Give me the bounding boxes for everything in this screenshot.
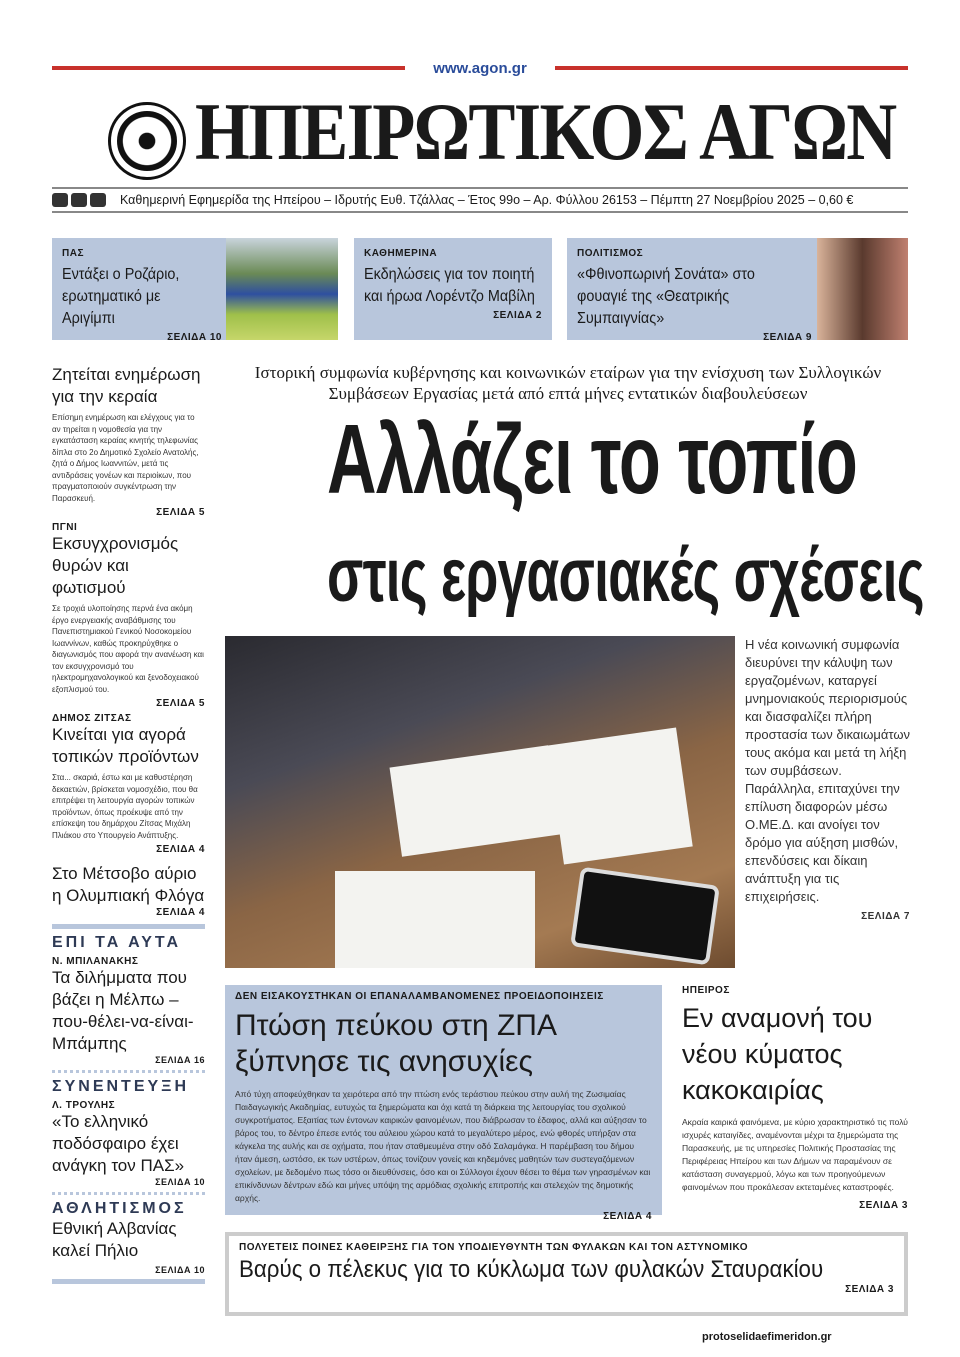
section-divider (52, 924, 205, 929)
article-page: ΣΕΛΙΔΑ 5 (156, 507, 205, 518)
lead-photo-signing-documents (225, 636, 735, 968)
article-kicker: ΠΟΛΥΕΤΕΙΣ ΠΟΙΝΕΣ ΚΑΘΕΙΡΞΗΣ ΓΙΑ ΤΟΝ ΥΠΟΔΙΕΥΘΥΝΤΗ ΤΩΝ ΦΥΛΑΚΩΝ ΚΑΙ ΤΟΝ ΑΣΤΥΝΟΜΙΚΟ (239, 1242, 749, 1253)
article-page: ΣΕΛΙΔΑ 4 (156, 844, 205, 855)
article-kicker: ΔΗΜΟΣ ΖΙΤΣΑΣ (52, 713, 132, 724)
article-page: ΣΕΛΙΔΑ 3 (859, 1200, 908, 1211)
lead-headline-line2[interactable]: στις εργασιακές σχέσεις (327, 533, 924, 618)
section-synenteyxi[interactable] (52, 1078, 205, 1187)
teaser-page: ΣΕΛΙΔΑ 2 (493, 310, 542, 321)
article-body: Επίσημη ενημέρωση και ελέγχους για το αν τηρείται η νομοθεσία για την εγκατάσταση κεραίας κινητής τηλεφωνίας δίπλα στο 2ο Δημοτικό Σχολείο Ανατολής, ζητά ο Δήμος Ιωαννιτών, μετά τις αντιδράσεις γονέων και περιοίκων, που πραγματοποιούν συγκέντρωση την Παρασκευή. (52, 413, 199, 503)
newspaper-seal-logo (108, 102, 186, 180)
section-headline: Τα διλήμματα που βάζει η Μέλπω –που-θέλει-να-είναι- Μπάμπης (52, 968, 194, 1053)
newspaper-title: ΗΠΕΙΡΩΤΙΚΟΣ ΑΓΩΝ (195, 86, 896, 177)
prison-article[interactable] (225, 1232, 908, 1316)
article-body: Σε τροχιά υλοποίησης περνά ένα ακόμη έργο ενεργειακής αναβάθμισης του Πανεπιστημιακού Γενικού Νοσοκομείου Ιωαννίνων, καθώς προκηρύχθηκε ο διαγωνισμός που αφορά την ανανέωση και τον εκσυγχρονισμό του ηλεκτρομηχανολογικού και ξενοδοχειακού εξοπλισμού του. (52, 604, 204, 694)
lead-article[interactable] (745, 636, 910, 926)
weather-article[interactable] (682, 985, 908, 1211)
teaser-kicker: ΠΟΛΙΤΙΣΜΟΣ (577, 248, 644, 259)
article-body: Από τύχη αποφεύχθηκαν τα χειρότερα από την πτώση ενός τεράστιου πεύκου στην αυλή της Ζωσιμαίας Παιδαγωγικής Ακαδημίας, ευτυχώς τα ξημερώματα και όχι κατά τη διάρκεια της λειτουργίας του σχολικού συγκροτήματος. Εξαιτίας των έντονων καιρικών φαινομένων, που διάβρωσαν το έδαφος, αλλά και αύξησαν το βάρος του, το δέντρο έπεσε εντός του αύλειου χώρου κατά το μεγαλύτερο μέρος, ενώ φθορές υπήρξαν στα κάγκελα της αυλής και σε οχήματα, που ήταν σταθμευμένα στην οδό Σαλαμάγκα. Η παρέμβαση του δήμου ήταν άμεση, ωστόσο, εκ των υστέρων, όπως τονίζουν γονείς και κηδεμόνες μαθητών των συστεγαζόμενων σχολείων, με δεδομένο πως τόσο οι διευθύνσεις, όσο και οι Σύλλογοι έχουν θέσει το θέμα των γηρασμένων και επικίνδυνων δέντρων εδώ και μήνες υπόψη της αρμόδιας σχολικής επιτροπής και στελεχών της δημοτικής αρχής. (235, 1089, 651, 1203)
lead-kicker: Ιστορική συμφωνία κυβέρνησης και κοινωνικών εταίρων για την ενίσχυση των Συλλογικών Συμβάσεων Εργασίας μετά από επτά μήνες εντατικών διαβουλεύσεων (254, 363, 882, 403)
lead-headline-line1[interactable]: Αλλάζει το τοπίο (327, 404, 858, 514)
section-title: ΑΘΛΗΤΙΣΜΟΣ (52, 1200, 187, 1217)
left-article[interactable] (52, 364, 205, 518)
lead-page: ΣΕΛΙΔΑ 7 (861, 911, 910, 922)
section-divider (52, 1192, 205, 1195)
watermark: protoselidaefimeridon.gr (702, 1331, 832, 1343)
section-headline: Εθνική Αλβανίας καλεί Πήλιο (52, 1219, 177, 1260)
section-author: Ν. ΜΠΙΛΑΝΑΚΗΣ (52, 956, 139, 967)
section-title: ΕΠΙ ΤΑ ΑΥΤΑ (52, 934, 182, 951)
site-url-link[interactable]: www.agon.gr (405, 60, 555, 77)
teaser-kicker: ΠΑΣ (62, 248, 84, 259)
section-page: ΣΕΛΙΔΑ 16 (155, 1055, 205, 1065)
article-body: Στα... σκαριά, έστω και με καθυστέρηση δεκαετιών, βρίσκεται νομοσχέδιο, που θα επιτρέψει τη λειτουργία αγορών τοπικών προϊόντων, όπως προέκυψε από την επίσκεψη του δημάρχου Ζίτσας Μιχάλη Πλιάκου στο Υπουργείο Ανάπτυξης. (52, 773, 198, 840)
article-kicker: ΗΠΕΙΡΟΣ (682, 985, 730, 996)
teaser-headline: Εκδηλώσεις για τον ποιητή και ήρωα Λορέντζο Μαβίλη (364, 266, 535, 305)
teaser-kathimerina[interactable] (354, 238, 552, 340)
section-author: Λ. ΤΡΟΥΛΗΣ (52, 1100, 116, 1111)
section-headline: «Το ελληνικό ποδόσφαιρο έχει ανάγκη τον ΠΑΣ» (52, 1112, 185, 1175)
article-headline: Ζητείται ενημέρωση για την κεραία (52, 365, 201, 406)
section-divider (52, 1070, 205, 1073)
teaser-headline: «Φθινοπωρινή Σονάτα» στο φουαγιέ της «Θεατρικής Συμπαιγνίας» (577, 266, 755, 327)
teaser-pas[interactable] (52, 238, 338, 343)
teaser-politismos[interactable] (567, 238, 908, 343)
article-page: ΣΕΛΙΔΑ 4 (603, 1211, 652, 1222)
zpa-article[interactable] (225, 985, 662, 1222)
left-article[interactable] (52, 522, 205, 709)
teaser-page: ΣΕΛΙΔΑ 10 (167, 332, 222, 343)
info-bar (52, 187, 908, 213)
section-page: ΣΕΛΙΔΑ 10 (155, 1177, 205, 1187)
article-kicker: ΔΕΝ ΕΙΣΑΚΟΥΣΤΗΚΑΝ ΟΙ ΕΠΑΝΑΛΑΜΒΑΝΟΜΕΝΕΣ ΠΡΟΕΙΔΟΠΟΙΗΣΕΙΣ (235, 991, 604, 1002)
section-title: ΣΥΝΕΝΤΕΥΞΗ (52, 1078, 190, 1095)
football-team-photo (226, 238, 338, 340)
issue-info: Καθημερινή Εφημερίδα της Ηπείρου – Ιδρυτής Ευθ. Τζάλλας – Έτος 99ο – Αρ. Φύλλου 26153 – Πέμπτη 27 Νοεμβρίου 2025 – 0,60 € (120, 193, 854, 207)
left-article[interactable] (52, 713, 205, 855)
teaser-page: ΣΕΛΙΔΑ 9 (763, 332, 812, 343)
article-kicker: ΠΓΝΙ (52, 522, 78, 533)
section-athlitismos[interactable] (52, 1200, 205, 1275)
section-page: ΣΕΛΙΔΑ 10 (155, 1265, 205, 1275)
teaser-kicker: ΚΑΘΗΜΕΡΙΝΑ (364, 248, 438, 259)
article-headline: Στο Μέτσοβο αύριο η Ολυμπιακή Φλόγα (52, 864, 205, 905)
left-article[interactable] (52, 863, 205, 918)
article-headline: Βαρύς ο πέλεκυς για το κύκλωμα των φυλακών Σταυρακίου (239, 1256, 824, 1283)
teaser-headline: Εντάξει ο Ροζάριο, ερωτηματικό με Αριγίμπι (62, 266, 180, 327)
theatre-actresses-photo (817, 238, 908, 340)
left-column (52, 364, 205, 1284)
article-headline: Πτώση πεύκου στη ΖΠΑ ξύπνησε τις ανησυχίες (235, 1009, 556, 1078)
article-page: ΣΕΛΙΔΑ 4 (156, 907, 205, 918)
article-body: Ακραία καιρικά φαινόμενα, με κύριο χαρακτηριστικό τις πολύ ισχυρές καταιγίδες, αναμένονται μέχρι τα ξημερώματα της Παρασκευής, με τις υπηρεσίες Πολιτικής Προστασίας της Περιφέρειας Ηπείρου και των Δήμων να παραμένουν σε κατάσταση συναγερμού, λόγω και των προηγούμενων φαινομένων που προκάλεσαν εκτεταμένες καταστροφές. (682, 1117, 908, 1192)
section-epi-ta-ayta[interactable] (52, 934, 205, 1065)
section-divider (52, 1279, 205, 1284)
article-headline: Εκσυγχρονισμός θυρών και φωτισμού (52, 534, 179, 597)
lead-body: Η νέα κοινωνική συμφωνία διευρύνει την κάλυψη των εργαζομένων, καταργεί μνημονιακούς περιορισμούς και διασφαλίζει πλήρη προστασία των δικαιωμάτων τους ακόμα και μετά τη λήξη των συμβάσεων. Παράλληλα, επιταχύνει την επίλυση διαφορών μέσω Ο.ΜΕ.Δ. και ανοίγει τον δρόμο για αύξηση μισθών, επενδύσεις και δίκαιη ανάπτυξη για τις επιχειρήσεις. (745, 637, 910, 904)
article-headline: Κινείται για αγορά τοπικών προϊόντων (52, 725, 199, 766)
publisher-badges-icon (52, 193, 106, 207)
article-page: ΣΕΛΙΔΑ 3 (845, 1284, 894, 1295)
article-page: ΣΕΛΙΔΑ 5 (156, 698, 205, 709)
article-headline: Εν αναμονή του νέου κύματος κακοκαιρίας (682, 1003, 873, 1105)
